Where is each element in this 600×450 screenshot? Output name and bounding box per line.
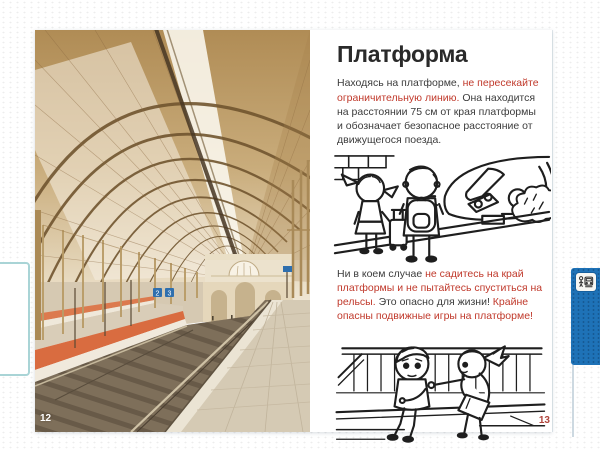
- paragraph-1-text-2: Она находится на расстоянии 75 см от края платформы и обозначает безопасное расстояние от движущегося поезда.: [337, 91, 536, 147]
- chapter-tab-platform[interactable]: [571, 268, 600, 365]
- book-spread: [35, 30, 552, 432]
- paragraph-2-warning: не садитесь на край платформы и не пытайтесь спуститься на рельсы.: [337, 267, 543, 309]
- previous-page-edge[interactable]: [0, 262, 30, 376]
- paragraph-1-warning: не пересекайте ограничительную линию.: [337, 77, 539, 104]
- paragraph-2-text: Ни в коем случае: [337, 267, 426, 280]
- right-page: [310, 30, 552, 432]
- left-page: [35, 30, 310, 432]
- station-hall-photo: [35, 30, 310, 432]
- paragraph-2-warning-2: Крайне опасны подвижные игры на платформе!: [337, 296, 533, 323]
- platform-sign-2: 2: [155, 290, 160, 298]
- paragraph-2: [337, 267, 543, 324]
- page-number-13: 13: [538, 415, 550, 426]
- next-page-edge[interactable]: [572, 365, 574, 437]
- paragraph-2-text-2: Это опасно для жизни!: [375, 296, 493, 309]
- platform-sign-3: 3: [167, 290, 172, 298]
- person-and-train-icon: [576, 273, 596, 291]
- illustration-children-watching-train: [333, 153, 551, 263]
- page-number-12: 12: [40, 413, 52, 424]
- paragraph-1-text: Находясь на платформе,: [337, 77, 463, 90]
- paragraph-1: [337, 76, 543, 147]
- illustration-children-on-platform-edge: [333, 329, 548, 447]
- page-title: Платформа: [337, 41, 468, 67]
